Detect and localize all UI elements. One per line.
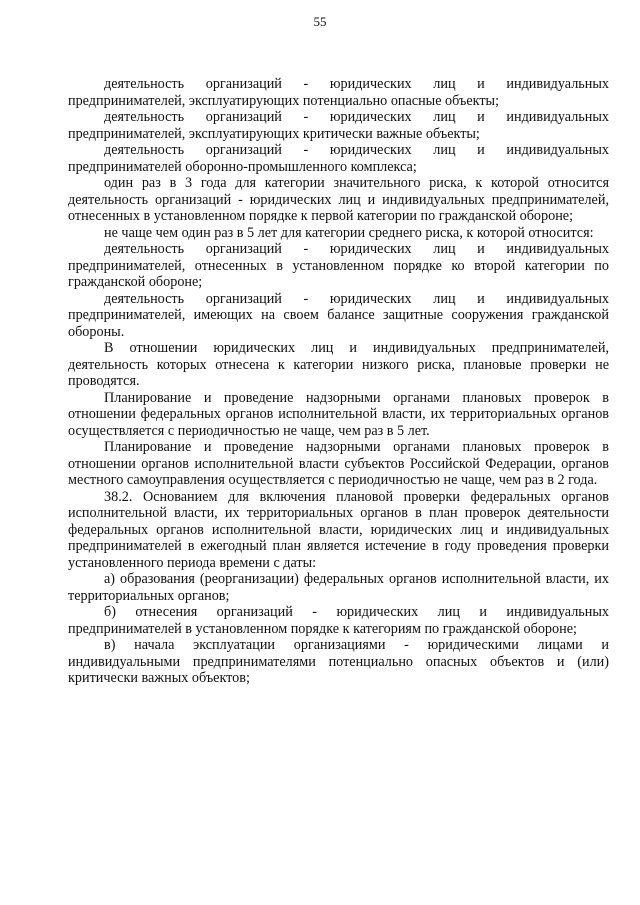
paragraph: деятельность организаций - юридических лиц и индивидуальных предпринимателей, имеющих на своем балансе защитные сооружения гражданской обороны. [68,290,609,340]
paragraph: деятельность организаций - юридических лиц и индивидуальных предпринимателей, эксплуатирующих критически важные объекты; [68,109,609,142]
paragraph: деятельность организаций - юридических лиц и индивидуальных предпринимателей оборонно-промышленного комплекса; [68,142,609,175]
paragraph: б) отнесения организаций - юридических лиц и индивидуальных предпринимателей в установленном порядке к категориям по гражданской обороне; [68,604,609,637]
paragraph: в) начала эксплуатации организациями - юридическими лицами и индивидуальными предпринимателями потенциально опасных объектов и (или) критически важных объектов; [68,637,609,686]
document-body [68,76,609,687]
paragraph: а) образования (реорганизации) федеральных органов исполнительной власти, их территориальных органов; [68,571,609,604]
paragraph: Планирование и проведение надзорными органами плановых проверок в отношении органов исполнительной власти субъектов Российской Федерации, органов местного самоуправления осуществляется с периодичностью не чаще, чем раз в 2 года. [68,439,609,488]
paragraph: один раз в 3 года для категории значительного риска, к которой относится деятельность организаций - юридических лиц и индивидуальных предпринимателей, отнесенных в установленном порядке к первой категории по гражданской обороне; [68,175,609,224]
paragraph: деятельность организаций - юридических лиц и индивидуальных предпринимателей, эксплуатирующих потенциально опасные объекты; [68,76,609,109]
paragraph: деятельность организаций - юридических лиц и индивидуальных предпринимателей, отнесенных в установленном порядке ко второй категории по гражданской обороне; [68,241,609,290]
paragraph: не чаще чем один раз в 5 лет для категории среднего риска, к которой относится: [104,224,594,241]
paragraph: 38.2. Основанием для включения плановой проверки федеральных органов исполнительной власти, их территориальных органов в план проверок деятельности федеральных органов исполнительной власти, юридических лиц и индивидуальных предпринимателей в ежегодный план является истечение в году проведения проверки установленного периода времени с даты: [68,488,609,571]
paragraph: Планирование и проведение надзорными органами плановых проверок в отношении федеральных органов исполнительной власти, их территориальных органов осуществляется с периодичностью не чаще, чем раз в 5 лет. [68,389,609,439]
page-number: 55 [313,14,327,29]
paragraph: В отношении юридических лиц и индивидуальных предпринимателей, деятельность которых отнесена к категории низкого риска, плановые проверки не проводятся. [68,340,609,389]
